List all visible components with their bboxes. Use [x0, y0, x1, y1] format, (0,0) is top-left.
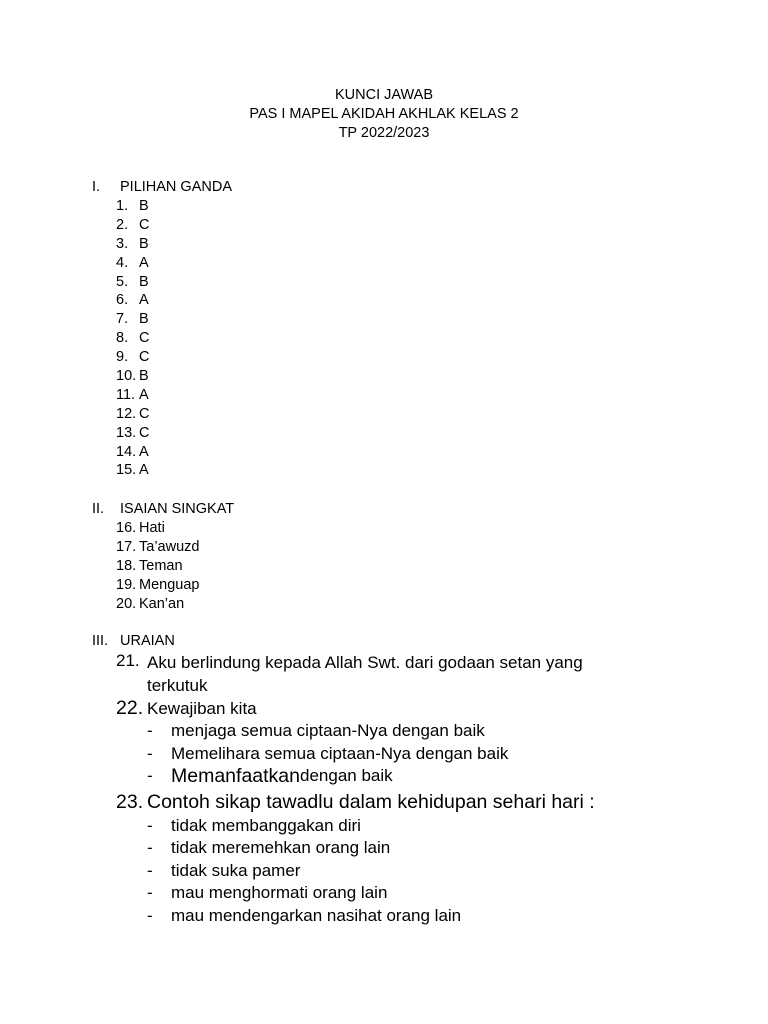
- list-item: - mau menghormati orang lain: [147, 883, 388, 902]
- list-item: 2. C: [116, 216, 150, 233]
- list-item: - Memelihara semua ciptaan-Nya dengan baik: [147, 743, 509, 763]
- short-answer-list: [116, 519, 199, 613]
- list-item: 9. C: [116, 349, 150, 366]
- header-title: KUNCI JAWAB: [334, 87, 434, 103]
- multiple-choice-answer-list: [116, 197, 149, 480]
- list-item: 17. Ta’awuzd: [116, 538, 200, 555]
- list-item: 16. Hati: [116, 520, 165, 536]
- list-item: - Memanfaatkan dengan baik: [147, 765, 393, 787]
- list-item: 3. B: [116, 235, 149, 252]
- document-header: [0, 86, 768, 143]
- header-year: TP 2022/2023: [338, 125, 430, 141]
- list-item: 11. A: [116, 386, 149, 403]
- list-item: 19. Menguap: [116, 576, 200, 593]
- section-isaian-singkat-heading: [92, 501, 234, 517]
- section-uraian-heading: [92, 633, 175, 649]
- list-item: - tidak meremehkan orang lain: [147, 838, 391, 857]
- section-title: PILIHAN GANDA: [120, 179, 232, 195]
- list-item: - menjaga semua ciptaan-Nya dengan baik: [147, 721, 485, 740]
- essay-item-22: 22. Kewajiban kita: [116, 697, 257, 719]
- essay-answers: [116, 651, 636, 927]
- list-item: 6. A: [116, 292, 149, 309]
- list-item: 10. B: [116, 368, 149, 385]
- list-item: 8. C: [116, 330, 150, 347]
- section-number: III.: [92, 633, 109, 649]
- list-item: 5. B: [116, 273, 149, 290]
- list-item: 1. B: [116, 198, 149, 214]
- list-item: 20. Kan’an: [116, 595, 185, 612]
- section-pilihan-ganda-heading: [92, 179, 232, 195]
- list-item: 4. A: [116, 254, 149, 271]
- section-title: ISAIAN SINGKAT: [120, 501, 235, 517]
- list-item: 18. Teman: [116, 557, 183, 574]
- section-title: URAIAN: [120, 633, 175, 649]
- list-item: 13. C: [116, 424, 150, 441]
- list-item: - tidak membanggakan diri: [147, 815, 361, 835]
- header-subtitle: PAS I MAPEL AKIDAH AKHLAK KELAS 2: [249, 106, 519, 122]
- section-number: I.: [92, 179, 101, 195]
- list-item: - tidak suka pamer: [147, 860, 301, 880]
- essay-item-21: 21. Aku berlindung kepada Allah Swt. dari godaan setan yang terkutuk: [116, 651, 583, 695]
- list-item: - mau mendengarkan nasihat orang lain: [147, 905, 462, 925]
- list-item: 14. A: [116, 443, 149, 460]
- list-item: 7. B: [116, 311, 149, 328]
- list-item: 12. C: [116, 405, 150, 422]
- section-number: II.: [92, 501, 105, 517]
- list-item: 15. A: [116, 462, 149, 479]
- essay-item-23: 23. Contoh sikap tawadlu dalam kehidupan sehari hari :: [116, 790, 595, 813]
